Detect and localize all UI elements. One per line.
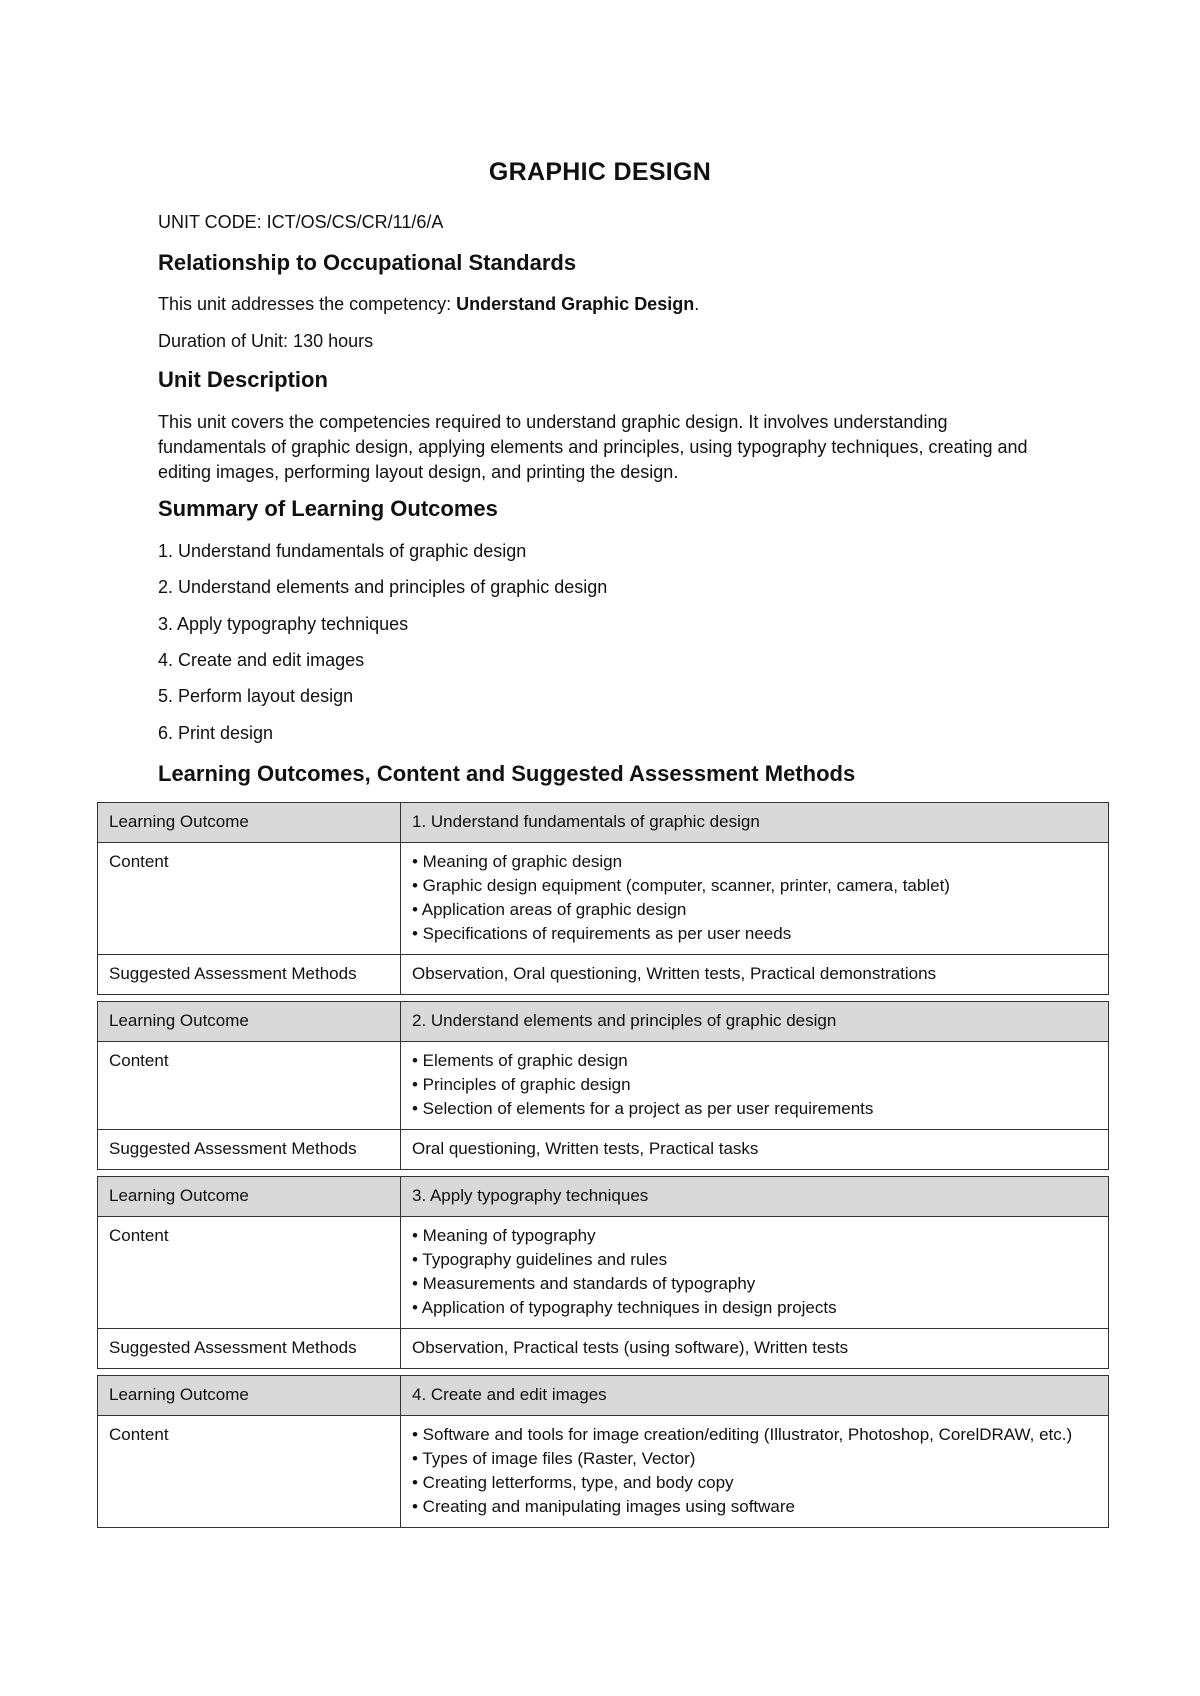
summary-item: 5. Perform layout design: [158, 686, 354, 706]
content-row: [98, 1416, 1109, 1528]
outcome-label: Learning Outcome: [98, 1376, 401, 1416]
competency-suffix: .: [694, 294, 700, 314]
outcome-label: Learning Outcome: [98, 803, 401, 843]
summary-item: 6. Print design: [158, 723, 274, 743]
outcome-value: 3. Apply typography techniques: [401, 1177, 1109, 1217]
competency-statement: [158, 294, 699, 315]
document-title: GRAPHIC DESIGN: [488, 158, 712, 186]
unit-description-text: This unit covers the competencies required to understand graphic design. It involves understanding fundamentals of graphic design, applying elements and principles, using typography techniques, creating and editing images, performing layout design, and printing the design.: [158, 412, 1028, 482]
content-item: • Principles of graphic design: [412, 1075, 631, 1094]
content-item: • Types of image files (Raster, Vector): [412, 1449, 696, 1468]
content-row: [98, 1042, 1109, 1130]
content-item: • Meaning of typography: [412, 1226, 596, 1245]
assessment-label: Suggested Assessment Methods: [98, 1130, 401, 1170]
content-item: • Software and tools for image creation/editing (Illustrator, Photoshop, CorelDRAW, etc.): [412, 1425, 1073, 1444]
outcomes-section-heading: Learning Outcomes, Content and Suggested Assessment Methods: [158, 761, 856, 786]
summary-heading: Summary of Learning Outcomes: [158, 496, 498, 521]
relationship-heading: Relationship to Occupational Standards: [158, 250, 577, 275]
assessment-value: Observation, Practical tests (using software), Written tests: [401, 1329, 1109, 1369]
learning-outcome-table-4: [97, 1375, 1109, 1528]
content-list: [401, 1217, 1109, 1329]
content-label: Content: [98, 843, 401, 955]
learning-outcome-table-3: [97, 1176, 1109, 1369]
assessment-row: [98, 1329, 1109, 1369]
outcome-value: 2. Understand elements and principles of graphic design: [401, 1002, 1109, 1042]
outcome-label: Learning Outcome: [98, 1002, 401, 1042]
content-label: Content: [98, 1416, 401, 1528]
content-row: [98, 843, 1109, 955]
assessment-value: Oral questioning, Written tests, Practical tasks: [401, 1130, 1109, 1170]
content-item: • Application of typography techniques in design projects: [412, 1298, 837, 1317]
content-item: • Creating and manipulating images using software: [412, 1497, 795, 1516]
content-item: • Selection of elements for a project as per user requirements: [412, 1099, 874, 1118]
outcome-row: [98, 1177, 1109, 1217]
unit-duration: Duration of Unit: 130 hours: [158, 331, 374, 351]
summary-item: 3. Apply typography techniques: [158, 614, 409, 634]
outcome-label: Learning Outcome: [98, 1177, 401, 1217]
unit-description-heading: Unit Description: [158, 367, 328, 392]
content-item: • Measurements and standards of typography: [412, 1274, 756, 1293]
content-item: • Graphic design equipment (computer, scanner, printer, camera, tablet): [412, 876, 950, 895]
outcome-row: [98, 803, 1109, 843]
content-list: [401, 1042, 1109, 1130]
competency-prefix: This unit addresses the competency:: [158, 294, 457, 314]
content-label: Content: [98, 1042, 401, 1130]
summary-item: 2. Understand elements and principles of graphic design: [158, 577, 608, 597]
summary-item: 4. Create and edit images: [158, 650, 365, 670]
learning-outcome-table-1: [97, 802, 1109, 995]
summary-item: 1. Understand fundamentals of graphic design: [158, 541, 527, 561]
content-item: • Specifications of requirements as per user needs: [412, 924, 792, 943]
content-row: [98, 1217, 1109, 1329]
content-item: • Application areas of graphic design: [412, 900, 687, 919]
assessment-value: Observation, Oral questioning, Written tests, Practical demonstrations: [401, 955, 1109, 995]
unit-code: UNIT CODE: ICT/OS/CS/CR/11/6/A: [158, 212, 444, 232]
outcome-row: [98, 1376, 1109, 1416]
outcome-value: 1. Understand fundamentals of graphic design: [401, 803, 1109, 843]
assessment-label: Suggested Assessment Methods: [98, 1329, 401, 1369]
content-list: [401, 1416, 1109, 1528]
competency-name: Understand Graphic Design: [456, 294, 695, 314]
learning-outcome-table-2: [97, 1001, 1109, 1170]
content-item: • Meaning of graphic design: [412, 852, 623, 871]
content-item: • Elements of graphic design: [412, 1051, 628, 1070]
content-item: • Creating letterforms, type, and body copy: [412, 1473, 734, 1492]
content-label: Content: [98, 1217, 401, 1329]
content-item: • Typography guidelines and rules: [412, 1250, 668, 1269]
assessment-row: [98, 1130, 1109, 1170]
assessment-label: Suggested Assessment Methods: [98, 955, 401, 995]
outcome-value: 4. Create and edit images: [401, 1376, 1109, 1416]
content-list: [401, 843, 1109, 955]
assessment-row: [98, 955, 1109, 995]
outcome-row: [98, 1002, 1109, 1042]
